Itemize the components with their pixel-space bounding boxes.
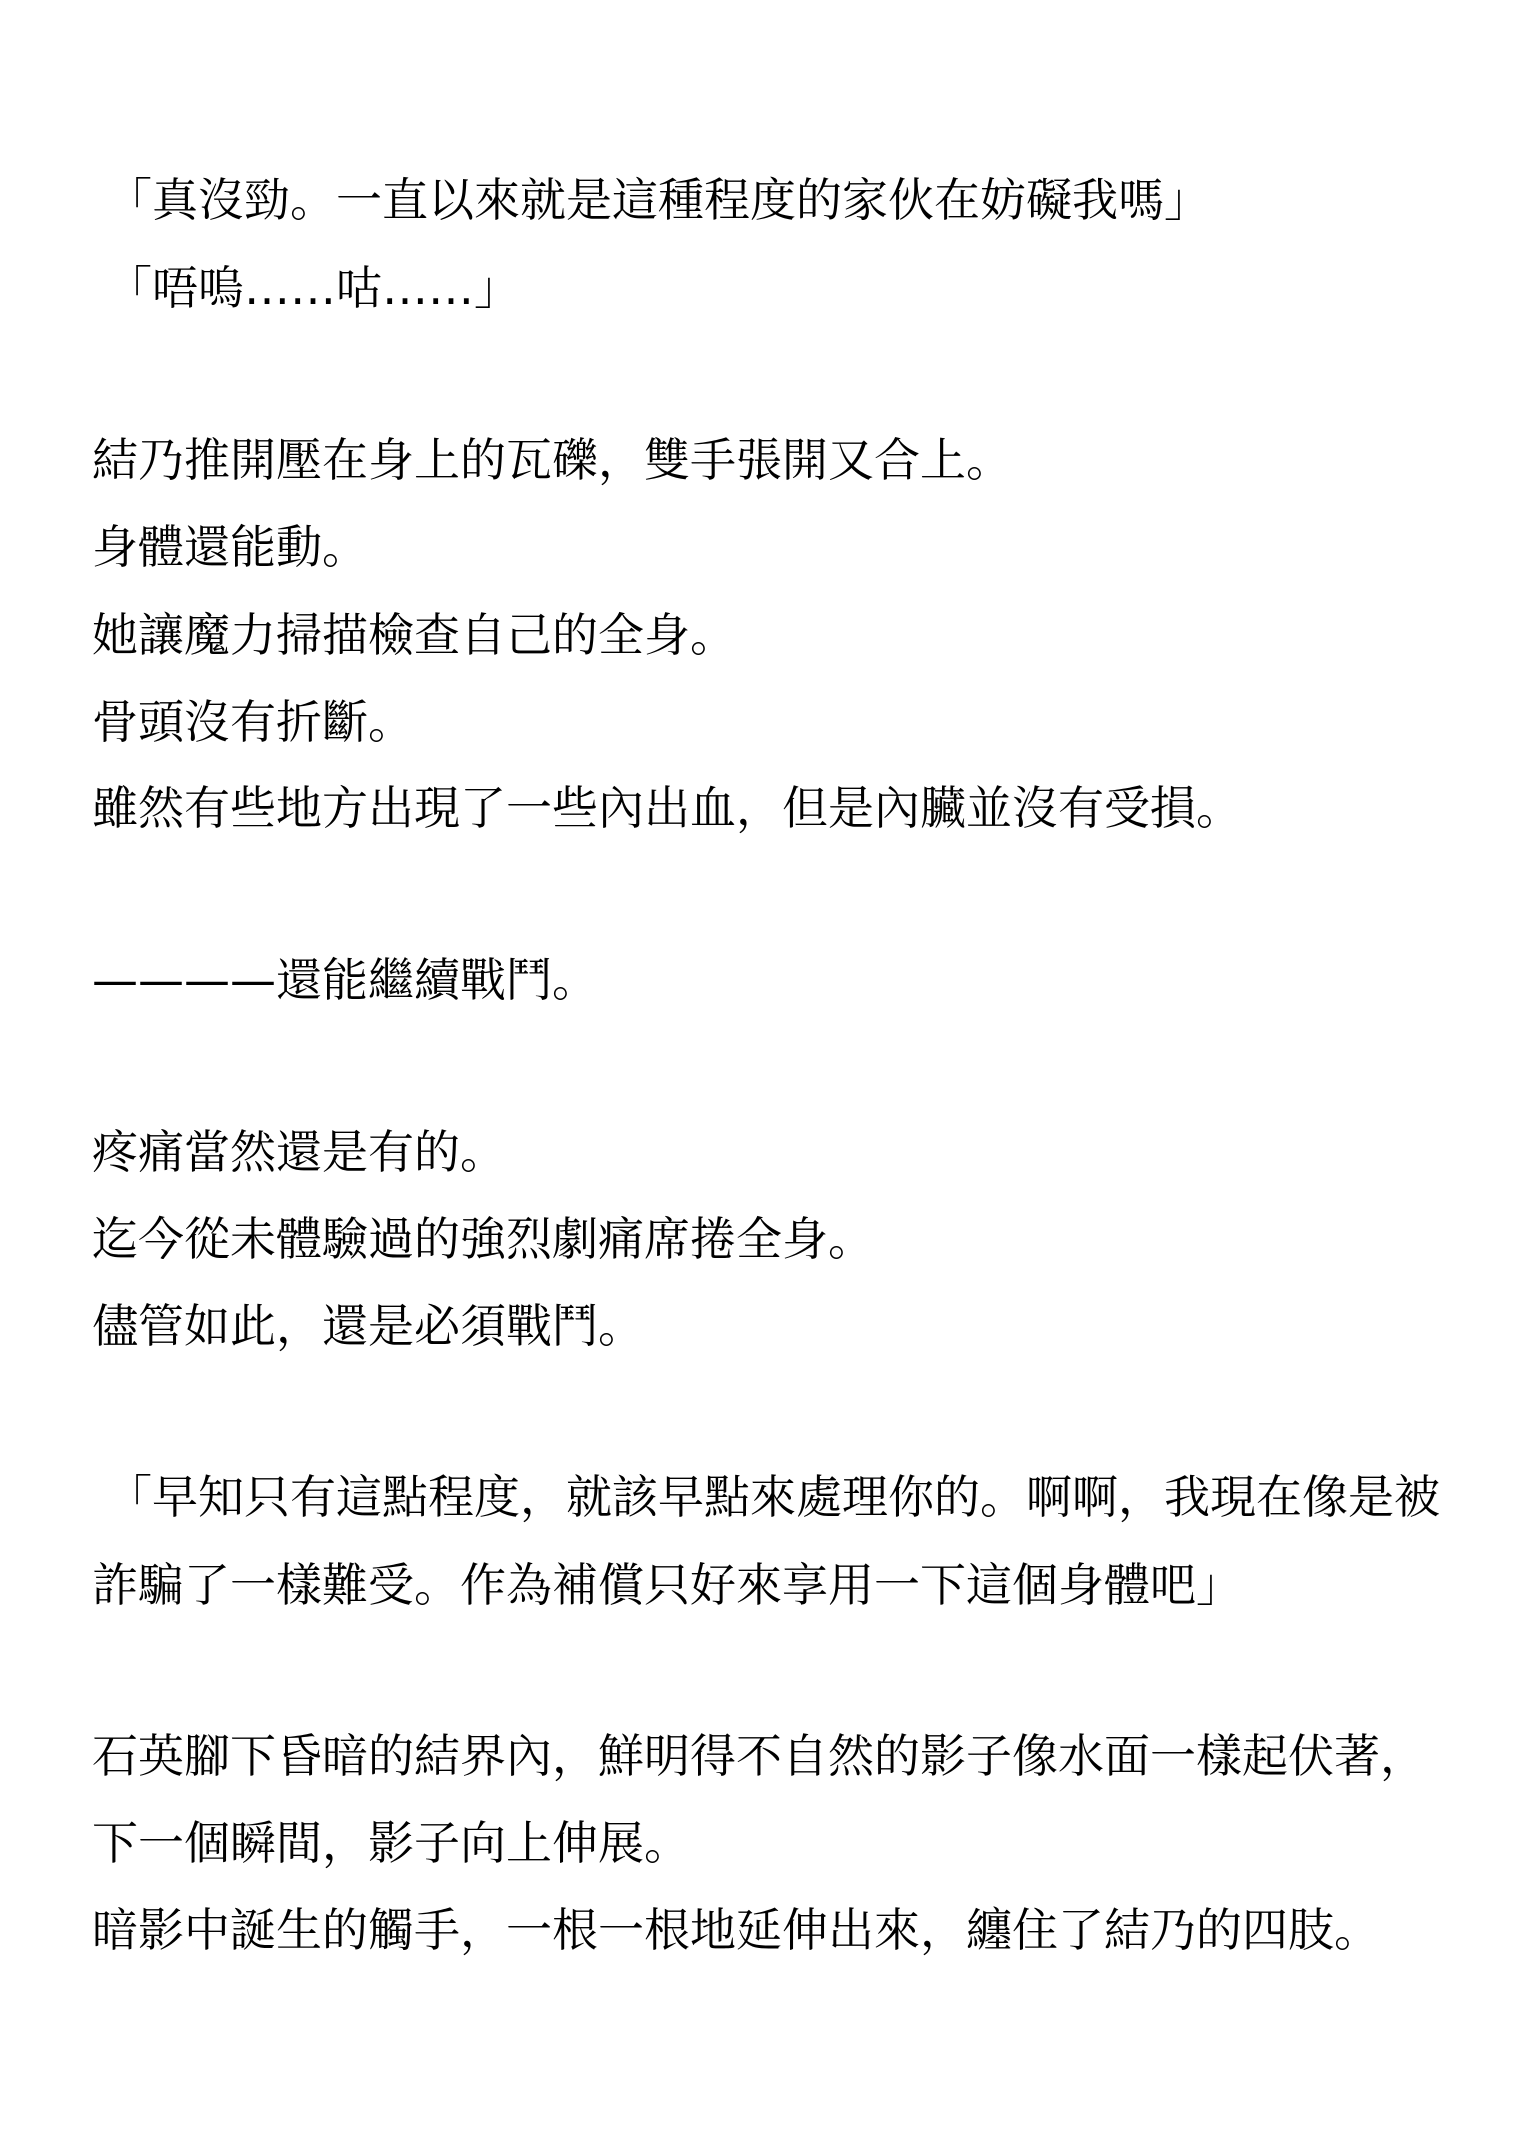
text-line: 下一個瞬間，影子向上伸展。 bbox=[92, 1816, 690, 1870]
text-line: 疼痛當然還是有的。 bbox=[92, 1125, 506, 1179]
text-line: 雖然有些地方出現了一些內出血，但是內臟並沒有受損。 bbox=[92, 781, 1242, 835]
text-line: 詐騙了一樣難受。作為補償只好來享用一下這個身體吧」 bbox=[92, 1558, 1242, 1612]
text-line: 「早知只有這點程度，就該早點來處理你的。啊啊，我現在像是被 bbox=[106, 1470, 1440, 1524]
text-line: 結乃推開壓在身上的瓦礫，雙手張開又合上。 bbox=[92, 433, 1012, 487]
text-line: 儘管如此，還是必須戰鬥。 bbox=[92, 1299, 644, 1353]
text-line: 她讓魔力掃描檢查自己的全身。 bbox=[92, 608, 736, 662]
text-line: 迄今從未體驗過的強烈劇痛席捲全身。 bbox=[92, 1212, 874, 1266]
text-line: 骨頭沒有折斷。 bbox=[92, 695, 414, 749]
text-line: 石英腳下昏暗的結界內，鮮明得不自然的影子像水面一樣起伏著， bbox=[92, 1729, 1426, 1783]
text-line: 「真沒勁。一直以來就是這種程度的家伙在妨礙我嗎」 bbox=[106, 173, 1210, 227]
text-line: 身體還能動。 bbox=[92, 520, 368, 574]
text-line: 「唔嗚……咕……」 bbox=[106, 261, 520, 315]
text-line: 暗影中誕生的觸手，一根一根地延伸出來，纏住了結乃的四肢。 bbox=[92, 1903, 1380, 1957]
text-line: ————還能繼續戰鬥。 bbox=[92, 953, 598, 1007]
